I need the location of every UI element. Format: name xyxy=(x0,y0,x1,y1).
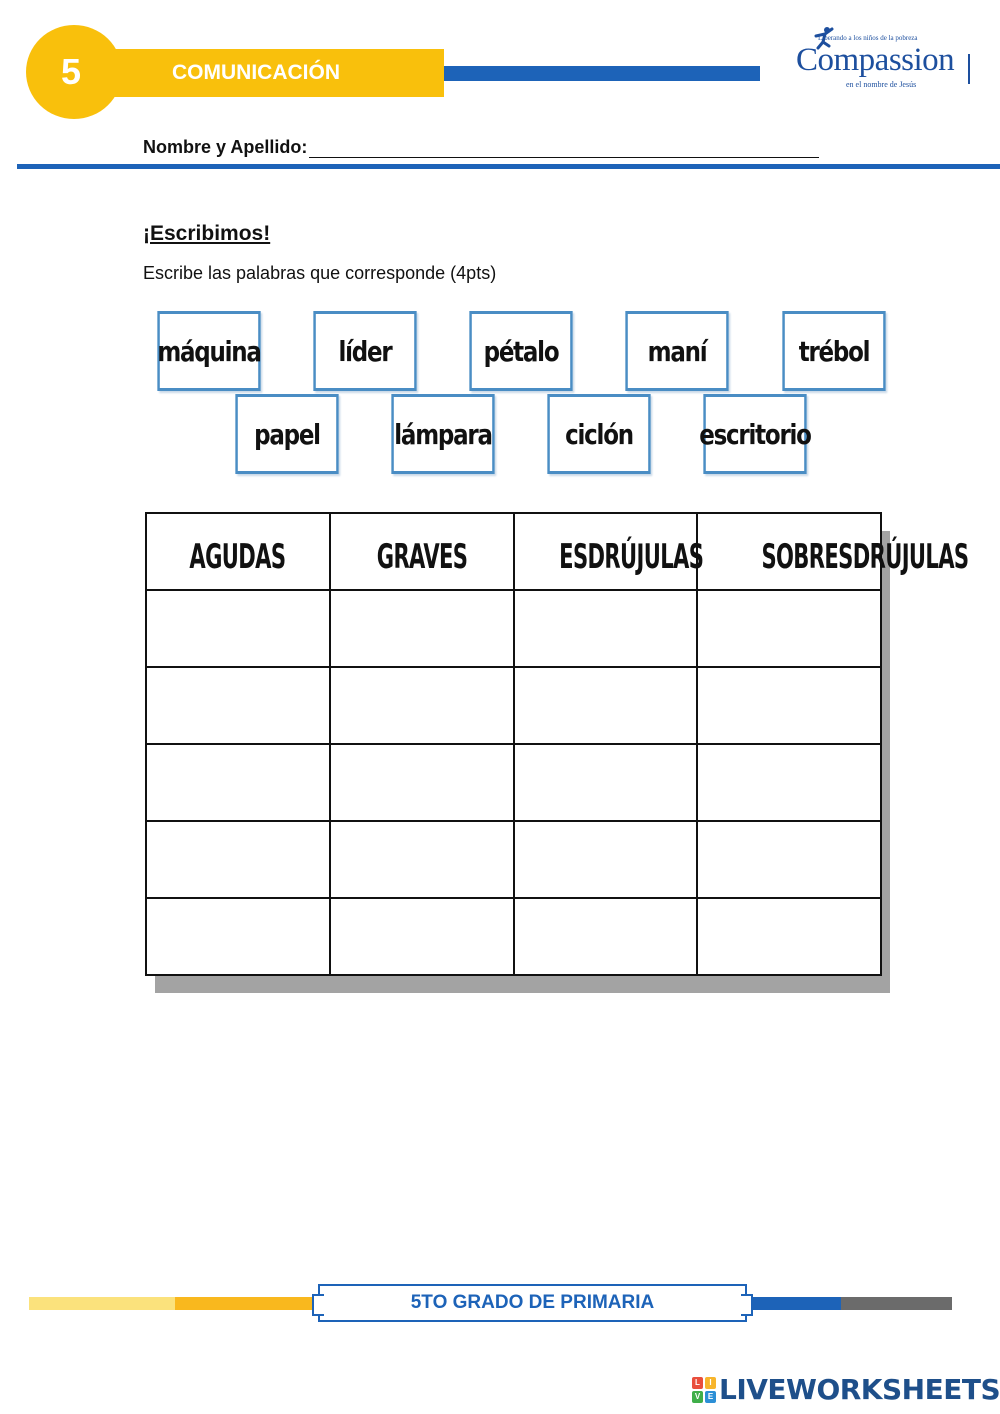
footer-stripe-gray xyxy=(841,1297,952,1310)
header-label: AGUDAS xyxy=(189,536,286,577)
header-divider xyxy=(17,164,1000,169)
footer-stripe-blue xyxy=(744,1297,841,1310)
answer-cell[interactable] xyxy=(330,898,514,975)
footer-grade-plate xyxy=(318,1284,747,1322)
answer-cell[interactable] xyxy=(146,821,330,898)
answer-cell[interactable] xyxy=(697,590,881,667)
compassion-logo xyxy=(796,28,976,92)
word-card[interactable]: líder xyxy=(313,311,416,391)
answer-cell[interactable] xyxy=(697,667,881,744)
header-esdrujulas xyxy=(514,513,703,590)
word-card[interactable]: pétalo xyxy=(469,311,572,391)
header-accent-bar xyxy=(444,66,760,81)
name-row xyxy=(143,137,819,158)
answer-cell[interactable] xyxy=(330,590,514,667)
name-input-line[interactable] xyxy=(309,140,819,158)
answer-cell[interactable] xyxy=(514,744,698,821)
section-title: ¡Escribimos! xyxy=(143,222,271,245)
liveworksheets-icon xyxy=(692,1377,716,1403)
header-label: SOBRESDRÚJULAS xyxy=(761,536,969,577)
header-graves xyxy=(330,513,514,590)
table-row xyxy=(146,898,881,975)
icon-letter: V xyxy=(692,1391,703,1403)
classification-table xyxy=(145,512,969,976)
footer-stripe-yellow xyxy=(175,1297,320,1310)
grade-badge: 5 xyxy=(26,25,122,119)
table-row xyxy=(146,744,881,821)
name-label: Nombre y Apellido: xyxy=(143,137,308,157)
table-row xyxy=(146,821,881,898)
answer-cell[interactable] xyxy=(514,667,698,744)
icon-letter: I xyxy=(705,1377,716,1389)
answer-cell[interactable] xyxy=(146,898,330,975)
table-row xyxy=(146,667,881,744)
word-card[interactable]: ciclón xyxy=(547,394,650,474)
answer-cell[interactable] xyxy=(697,821,881,898)
word-card[interactable]: máquina xyxy=(157,311,260,391)
footer-grade-label: 5TO GRADO DE PRIMARIA xyxy=(410,1292,655,1313)
word-card[interactable]: maní xyxy=(625,311,728,391)
liveworksheets-wordmark: LIVEWORKSHEETS xyxy=(719,1373,1000,1406)
header-sobresdrujulas xyxy=(697,513,969,590)
answer-cell[interactable] xyxy=(697,744,881,821)
word-card[interactable]: lámpara xyxy=(391,394,494,474)
word-card[interactable]: papel xyxy=(235,394,338,474)
logo-tagline: Liberando a los niños de la pobreza xyxy=(818,34,918,42)
word-bank xyxy=(143,303,901,488)
answer-cell[interactable] xyxy=(146,744,330,821)
answer-cell[interactable] xyxy=(330,744,514,821)
word-card[interactable]: trébol xyxy=(782,311,885,391)
answer-cell[interactable] xyxy=(330,667,514,744)
answer-cell[interactable] xyxy=(514,821,698,898)
logo-wordmark: Compassion xyxy=(796,42,955,78)
answer-cell[interactable] xyxy=(146,667,330,744)
header-label: ESDRÚJULAS xyxy=(558,536,703,577)
subject-title: COMUNICACIÓN xyxy=(100,49,444,97)
word-card[interactable]: escritorio xyxy=(703,394,806,474)
footer-stripe-light-yellow xyxy=(29,1297,175,1310)
answer-cell[interactable] xyxy=(330,821,514,898)
answer-cell[interactable] xyxy=(514,898,698,975)
table-header-row xyxy=(146,513,881,590)
header-label: GRAVES xyxy=(376,536,467,577)
answer-cell[interactable] xyxy=(514,590,698,667)
header-agudas xyxy=(146,513,330,590)
liveworksheets-brand xyxy=(692,1373,1000,1406)
answer-cell[interactable] xyxy=(697,898,881,975)
answer-cell[interactable] xyxy=(146,590,330,667)
table-row xyxy=(146,590,881,667)
logo-subtitle: en el nombre de Jesús xyxy=(846,80,917,89)
instruction-text: Escribe las palabras que corresponde (4pts) xyxy=(143,263,497,283)
logo-divider xyxy=(968,54,970,84)
icon-letter: E xyxy=(705,1391,716,1403)
icon-letter: L xyxy=(692,1377,703,1389)
